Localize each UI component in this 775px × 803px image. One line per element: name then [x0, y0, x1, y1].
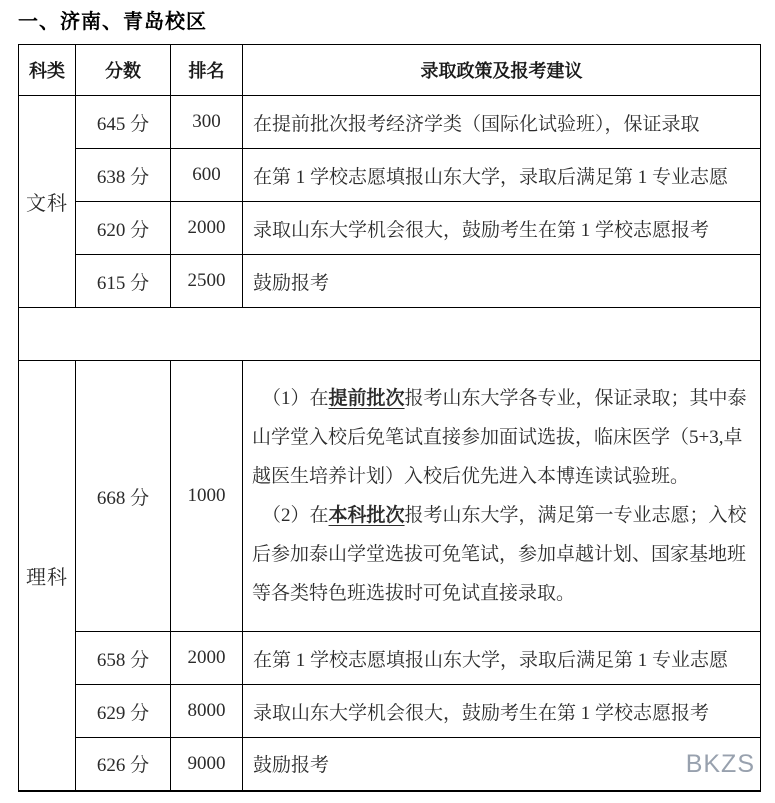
admission-policy-table — [18, 44, 761, 792]
advice-paragraph-2 — [252, 496, 754, 613]
advice-emphasis: 本科批次 — [328, 505, 405, 526]
advice-cell: 录取山东大学机会很大，鼓励考生在第 1 学校志愿报考 — [243, 202, 761, 255]
spacer-row — [19, 308, 761, 361]
table-row — [19, 632, 761, 685]
category-cell-liberal-arts: 文科 — [19, 96, 76, 308]
rank-cell: 600 — [171, 149, 243, 202]
header-advice: 录取政策及报考建议 — [243, 45, 761, 96]
score-cell: 615 分 — [76, 255, 171, 308]
score-cell: 658 分 — [76, 632, 171, 685]
advice-paragraph-1 — [252, 379, 754, 496]
table-row — [19, 685, 761, 738]
table-row — [19, 361, 761, 632]
rank-cell: 2000 — [171, 202, 243, 255]
score-cell: 668 分 — [76, 361, 171, 632]
advice-cell: 录取山东大学机会很大，鼓励考生在第 1 学校志愿报考 — [243, 685, 761, 738]
advice-text-segment: 报考山东大学各专业，保证录取；其中泰山学堂入校后免笔试直接参加面试选拔，临床医学（5+3,卓越医生培养计划）入校后优先进入本博连读试验班。 — [252, 388, 747, 487]
score-cell: 638 分 — [76, 149, 171, 202]
rank-cell: 1000 — [171, 361, 243, 632]
rank-cell: 2000 — [171, 632, 243, 685]
table-row — [19, 202, 761, 255]
category-cell-science: 理科 — [19, 361, 76, 791]
header-row — [19, 45, 761, 96]
advice-text-segment: （2）在 — [262, 505, 329, 526]
rank-cell: 9000 — [171, 738, 243, 791]
spacer-cell — [19, 308, 761, 361]
advice-cell: 在第 1 学校志愿填报山东大学，录取后满足第 1 专业志愿 — [243, 632, 761, 685]
header-category: 科类 — [19, 45, 76, 96]
score-cell: 626 分 — [76, 738, 171, 791]
table-row — [19, 255, 761, 308]
advice-cell: 在提前批次报考经济学类（国际化试验班），保证录取 — [243, 96, 761, 149]
advice-text-segment: 报考山东大学，满足第一专业志愿；入校后参加泰山学堂选拔可免笔试，参加卓越计划、国家基地班等各类特色班选拔时可免试直接录取。 — [252, 505, 747, 604]
advice-emphasis: 提前批次 — [328, 388, 405, 409]
table-row — [19, 96, 761, 149]
watermark-bkzs: BKZS — [685, 750, 755, 778]
advice-cell: 鼓励报考 — [243, 738, 761, 791]
rank-cell: 300 — [171, 96, 243, 149]
table-row — [19, 149, 761, 202]
header-score: 分数 — [76, 45, 171, 96]
advice-cell: 鼓励报考 — [243, 255, 761, 308]
score-cell: 645 分 — [76, 96, 171, 149]
header-rank: 排名 — [171, 45, 243, 96]
advice-text-segment: （1）在 — [262, 388, 329, 409]
rank-cell: 2500 — [171, 255, 243, 308]
table-row — [19, 738, 761, 791]
score-cell: 620 分 — [76, 202, 171, 255]
advice-cell: 在第 1 学校志愿填报山东大学，录取后满足第 1 专业志愿 — [243, 149, 761, 202]
score-cell: 629 分 — [76, 685, 171, 738]
advice-cell-long — [243, 361, 761, 632]
page-title: 一、济南、青岛校区 — [18, 11, 207, 33]
rank-cell: 8000 — [171, 685, 243, 738]
